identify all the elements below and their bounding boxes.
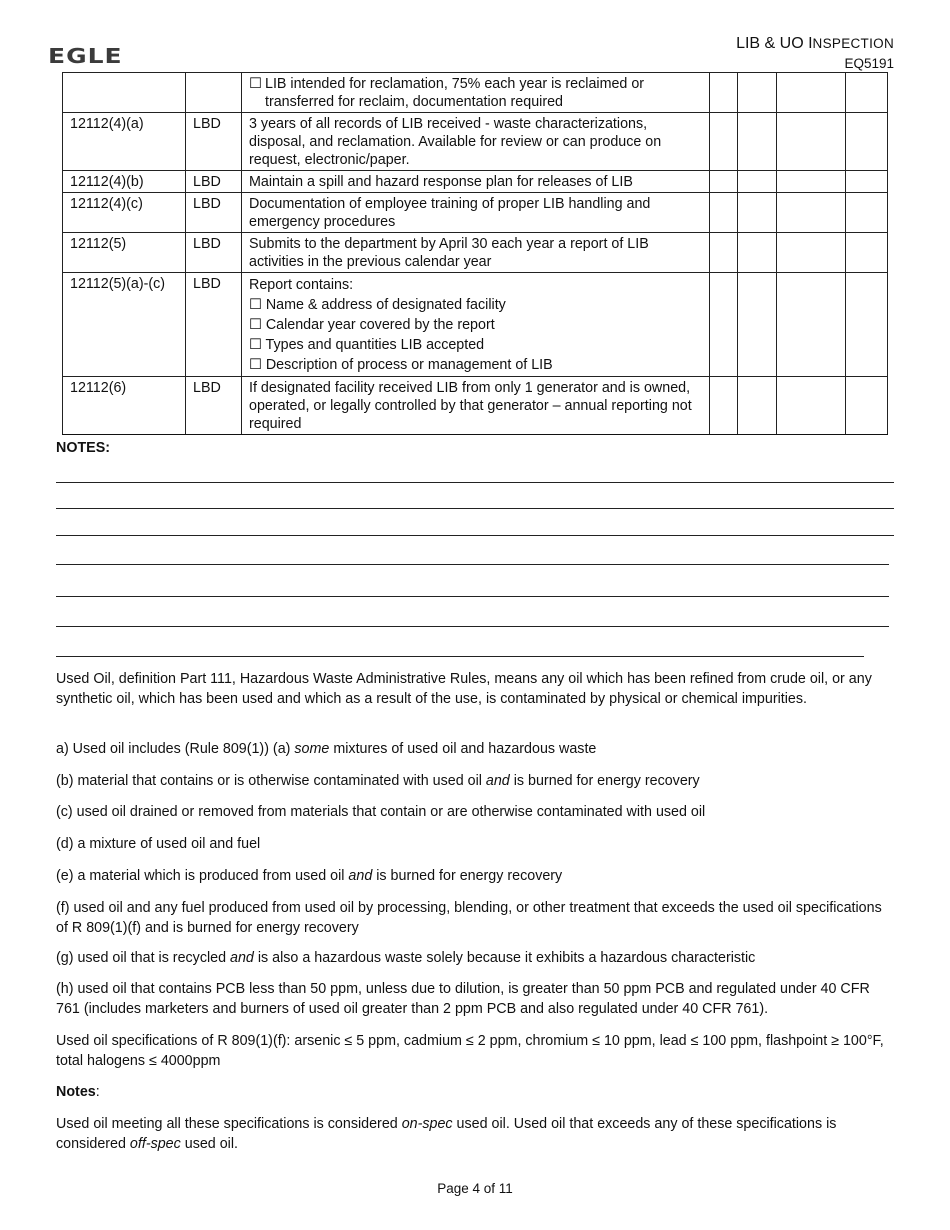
code-cell <box>186 73 242 113</box>
definition-item-c: (c) used oil drained or removed from materials that contain or are otherwise contaminated with used oil <box>56 804 706 820</box>
used-oil-definition: Used Oil, definition Part 111, Hazardous Waste Administrative Rules, means any oil which has been refined from crude oil, or any synthetic oil, which has been used and which as a result of the use, is contaminated by physical or chemical impurities. <box>56 671 872 707</box>
table-row <box>63 273 888 377</box>
status-cell[interactable] <box>846 73 888 113</box>
requirement-cell <box>242 73 710 113</box>
status-cell[interactable] <box>738 193 777 233</box>
form-title: LIB & UO INSPECTION <box>736 35 894 52</box>
requirement-cell: 3 years of all records of LIB received - waste characterizations, disposal, and reclamation. Available for review or can produce on request, electronic/paper. <box>242 113 710 171</box>
code-cell: LBD <box>186 377 242 435</box>
status-cell[interactable] <box>710 113 738 171</box>
inspection-table <box>62 72 888 435</box>
checkbox-item[interactable]: ☐ Name & address of designated facility <box>249 297 506 313</box>
checkbox-icon[interactable]: ☐ <box>249 317 262 333</box>
table-row <box>63 193 888 233</box>
status-cell[interactable] <box>777 113 846 171</box>
status-cell[interactable] <box>710 377 738 435</box>
report-contains-label: Report contains: <box>249 277 354 293</box>
notes-line[interactable] <box>56 535 894 536</box>
used-oil-specifications: Used oil specifications of R 809(1)(f): arsenic ≤ 5 ppm, cadmium ≤ 2 ppm, chromium ≤ 10 ppm, lead ≤ 100 ppm, flashpoint ≥ 100°F, total halogens ≤ 4000ppm <box>56 1033 884 1069</box>
citation-cell <box>63 73 186 113</box>
status-cell[interactable] <box>846 233 888 273</box>
checkbox-item[interactable]: ☐ Description of process or management of LIB <box>249 357 553 373</box>
page-number: Page 4 of 11 <box>437 1181 513 1196</box>
definition-item-g: (g) used oil that is recycled and is also a hazardous waste solely because it exhibits a hazardous characteristic <box>56 950 756 966</box>
status-cell[interactable] <box>710 233 738 273</box>
requirement-cell: Documentation of employee training of proper LIB handling and emergency procedures <box>242 193 710 233</box>
notes-line[interactable] <box>56 656 864 657</box>
status-cell[interactable] <box>710 273 738 377</box>
status-cell[interactable] <box>710 171 738 193</box>
status-cell[interactable] <box>846 193 888 233</box>
status-cell[interactable] <box>738 73 777 113</box>
table-row <box>63 113 888 171</box>
notes-subheading: Notes: <box>56 1084 100 1100</box>
status-cell[interactable] <box>738 171 777 193</box>
table-row <box>63 171 888 193</box>
status-cell[interactable] <box>777 171 846 193</box>
code-cell: LBD <box>186 233 242 273</box>
citation-cell: 12112(5) <box>63 233 186 273</box>
citation-cell: 12112(4)(b) <box>63 171 186 193</box>
spec-notes: Used oil meeting all these specifications is considered on-spec used oil. Used oil that exceeds any of these specifications is considered off-spec used oil. <box>56 1116 837 1152</box>
status-cell[interactable] <box>710 193 738 233</box>
citation-cell: 12112(4)(c) <box>63 193 186 233</box>
definition-item-b: (b) material that contains or is otherwise contaminated with used oil and is burned for energy recovery <box>56 773 700 789</box>
status-cell[interactable] <box>846 171 888 193</box>
status-cell[interactable] <box>777 193 846 233</box>
citation-cell: 12112(5)(a)-(c) <box>63 273 186 377</box>
definition-item-e: (e) a material which is produced from used oil and is burned for energy recovery <box>56 868 563 884</box>
status-cell[interactable] <box>738 233 777 273</box>
definition-item-f: (f) used oil and any fuel produced from used oil by processing, blending, or other treatment that exceeds the used oil specifications of R 809(1)(f) and is burned for energy recovery <box>56 900 882 936</box>
notes-line[interactable] <box>56 508 894 509</box>
form-code: EQ5191 <box>844 56 894 71</box>
status-cell[interactable] <box>738 273 777 377</box>
checkbox-icon[interactable]: ☐ <box>249 297 262 313</box>
code-cell: LBD <box>186 113 242 171</box>
notes-line[interactable] <box>56 564 889 565</box>
code-cell: LBD <box>186 171 242 193</box>
notes-line[interactable] <box>56 596 889 597</box>
status-cell[interactable] <box>777 233 846 273</box>
notes-line[interactable] <box>56 482 894 483</box>
code-cell: LBD <box>186 193 242 233</box>
definition-item-d: (d) a mixture of used oil and fuel <box>56 836 261 852</box>
requirement-cell: Submits to the department by April 30 each year a report of LIB activities in the previous calendar year <box>242 233 710 273</box>
checkbox-icon[interactable]: ☐ <box>249 76 262 92</box>
status-cell[interactable] <box>738 113 777 171</box>
checkbox-icon[interactable]: ☐ <box>249 357 262 373</box>
requirement-cell <box>242 273 710 377</box>
code-cell: LBD <box>186 273 242 377</box>
notes-heading: NOTES: <box>56 440 111 456</box>
status-cell[interactable] <box>846 377 888 435</box>
status-cell[interactable] <box>777 377 846 435</box>
status-cell[interactable] <box>738 377 777 435</box>
table-row <box>63 377 888 435</box>
table-row <box>63 233 888 273</box>
checkbox-icon[interactable]: ☐ <box>249 337 262 353</box>
citation-cell: 12112(6) <box>63 377 186 435</box>
definition-item-h: (h) used oil that contains PCB less than 50 ppm, unless due to dilution, is greater than 50 ppm PCB and regulated under 40 CFR 761 (includes marketers and burners of used oil greater than 2 ppm PCB and also regulated under 40 CFR 761). <box>56 981 870 1017</box>
status-cell[interactable] <box>846 113 888 171</box>
definition-item-a: a) Used oil includes (Rule 809(1)) (a) some mixtures of used oil and hazardous waste <box>56 741 597 757</box>
status-cell[interactable] <box>846 273 888 377</box>
checkbox-item[interactable]: ☐ Calendar year covered by the report <box>249 317 495 333</box>
table-row <box>63 73 888 113</box>
requirement-cell: Maintain a spill and hazard response plan for releases of LIB <box>242 171 710 193</box>
egle-logo: EGLE <box>48 44 123 69</box>
status-cell[interactable] <box>777 73 846 113</box>
notes-line[interactable] <box>56 626 889 627</box>
checkbox-item[interactable]: ☐ Types and quantities LIB accepted <box>249 337 485 353</box>
status-cell[interactable] <box>777 273 846 377</box>
status-cell[interactable] <box>710 73 738 113</box>
checkbox-item[interactable]: ☐ LIB intended for reclamation, 75% each year is reclaimed or transferred for reclaim, documentation required <box>249 76 645 110</box>
requirement-cell: If designated facility received LIB from only 1 generator and is owned, operated, or legally controlled by that generator – annual reporting not required <box>242 377 710 435</box>
citation-cell: 12112(4)(a) <box>63 113 186 171</box>
